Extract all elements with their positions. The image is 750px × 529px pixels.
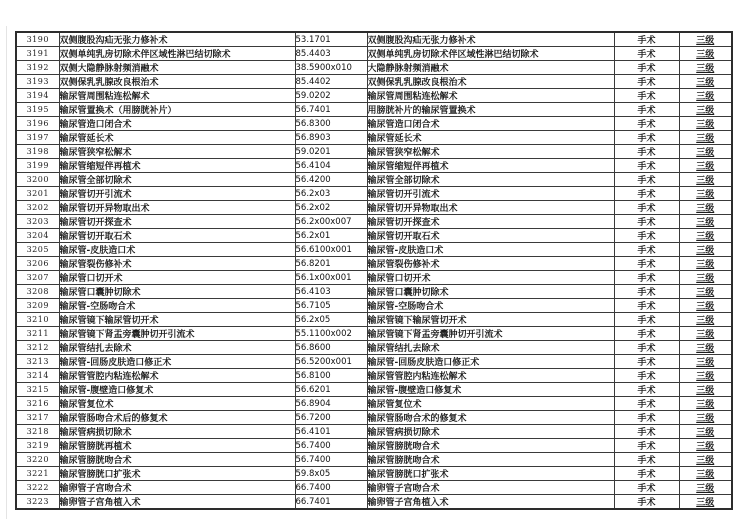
level-cell xyxy=(679,187,732,201)
procedure-code-cell: 56.8903 xyxy=(295,131,367,145)
row-number-cell: 3209 xyxy=(16,299,59,313)
category-cell: 手术 xyxy=(614,439,679,453)
level-text: 三级 xyxy=(696,120,715,130)
standard-name-cell: 输尿管缩短伴再植术 xyxy=(367,159,614,173)
category-cell: 手术 xyxy=(614,299,679,313)
category-cell: 手术 xyxy=(614,369,679,383)
standard-name-cell: 输尿管切开异物取出术 xyxy=(367,201,614,215)
standard-name-cell: 输尿管周围粘连松解术 xyxy=(367,89,614,103)
level-cell xyxy=(679,61,732,75)
level-text: 三级 xyxy=(696,204,715,214)
procedure-name-cell: 输尿管延长术 xyxy=(59,131,295,145)
page-scan-edge xyxy=(6,26,7,519)
category-cell: 手术 xyxy=(614,411,679,425)
table-row xyxy=(16,215,732,229)
procedure-code-cell: 56.8201 xyxy=(295,257,367,271)
level-cell xyxy=(679,439,732,453)
procedure-code-cell: 66.7401 xyxy=(295,495,367,510)
level-cell xyxy=(679,257,732,271)
level-text: 三级 xyxy=(696,260,715,270)
procedure-code-cell: 56.4103 xyxy=(295,285,367,299)
procedure-name-cell: 输尿管病损切除术 xyxy=(59,425,295,439)
level-text: 三级 xyxy=(696,302,715,312)
level-cell xyxy=(679,425,732,439)
level-text: 三级 xyxy=(696,484,715,494)
row-number-cell: 3198 xyxy=(16,145,59,159)
procedure-name-cell: 双侧腹股沟疝无张力修补术 xyxy=(59,32,295,47)
procedure-code-cell: 56.7400 xyxy=(295,439,367,453)
level-text: 三级 xyxy=(696,176,715,186)
level-cell xyxy=(679,145,732,159)
standard-name-cell: 输卵管子宫角植入术 xyxy=(367,495,614,510)
standard-name-cell: 输尿管口囊肿切除术 xyxy=(367,285,614,299)
category-cell: 手术 xyxy=(614,145,679,159)
table-row xyxy=(16,103,732,117)
category-cell: 手术 xyxy=(614,187,679,201)
procedure-name-cell: 输尿管-空肠吻合术 xyxy=(59,299,295,313)
procedure-code-cell: 59.0202 xyxy=(295,89,367,103)
level-cell xyxy=(679,467,732,481)
category-cell: 手术 xyxy=(614,201,679,215)
level-text: 三级 xyxy=(696,64,715,74)
procedure-name-cell: 输尿管结扎去除术 xyxy=(59,341,295,355)
row-number-cell: 3221 xyxy=(16,467,59,481)
standard-name-cell: 输尿管镜下输尿管切开术 xyxy=(367,313,614,327)
table-row xyxy=(16,159,732,173)
level-text: 三级 xyxy=(696,162,715,172)
table-row xyxy=(16,47,732,61)
procedure-name-cell: 输尿管切开异物取出术 xyxy=(59,201,295,215)
level-text: 三级 xyxy=(696,246,715,256)
table-row xyxy=(16,397,732,411)
category-cell: 手术 xyxy=(614,467,679,481)
procedure-code-cell: 59.8x05 xyxy=(295,467,367,481)
standard-name-cell: 输尿管造口闭合术 xyxy=(367,117,614,131)
procedure-code-cell: 56.8100 xyxy=(295,369,367,383)
procedure-name-cell: 输尿管狭窄松解术 xyxy=(59,145,295,159)
table-row xyxy=(16,495,732,510)
table-row xyxy=(16,173,732,187)
table-row xyxy=(16,481,732,495)
procedure-name-cell: 输尿管-腹壁造口修复术 xyxy=(59,383,295,397)
row-number-cell: 3213 xyxy=(16,355,59,369)
procedure-code-cell: 56.2x00x007 xyxy=(295,215,367,229)
standard-name-cell: 输卵管子宫吻合术 xyxy=(367,481,614,495)
standard-name-cell: 输尿管切开引流术 xyxy=(367,187,614,201)
level-text: 三级 xyxy=(696,498,715,508)
row-number-cell: 3214 xyxy=(16,369,59,383)
procedure-code-cell: 66.7400 xyxy=(295,481,367,495)
standard-name-cell: 双侧保乳乳腺改良根治术 xyxy=(367,75,614,89)
standard-name-cell: 输尿管-空肠吻合术 xyxy=(367,299,614,313)
table-row xyxy=(16,257,732,271)
level-text: 三级 xyxy=(696,78,715,88)
level-text: 三级 xyxy=(696,218,715,228)
level-text: 三级 xyxy=(696,50,715,60)
procedure-name-cell: 输尿管肠吻合术后的修复术 xyxy=(59,411,295,425)
level-cell xyxy=(679,271,732,285)
category-cell: 手术 xyxy=(614,159,679,173)
standard-name-cell: 输尿管膀胱口扩张术 xyxy=(367,467,614,481)
row-number-cell: 3210 xyxy=(16,313,59,327)
level-cell xyxy=(679,299,732,313)
category-cell: 手术 xyxy=(614,103,679,117)
category-cell: 手术 xyxy=(614,313,679,327)
standard-name-cell: 输尿管-回肠皮肤造口修正术 xyxy=(367,355,614,369)
row-number-cell: 3223 xyxy=(16,495,59,510)
row-number-cell: 3199 xyxy=(16,159,59,173)
level-text: 三级 xyxy=(696,330,715,340)
procedure-code-cell: 56.6100x001 xyxy=(295,243,367,257)
row-number-cell: 3212 xyxy=(16,341,59,355)
level-text: 三级 xyxy=(696,148,715,158)
table-row xyxy=(16,327,732,341)
procedure-code-cell: 56.6201 xyxy=(295,383,367,397)
level-cell xyxy=(679,355,732,369)
row-number-cell: 3211 xyxy=(16,327,59,341)
table-row xyxy=(16,439,732,453)
procedure-name-cell: 输尿管膀胱口扩张术 xyxy=(59,467,295,481)
level-text: 三级 xyxy=(696,288,715,298)
level-cell xyxy=(679,341,732,355)
category-cell: 手术 xyxy=(614,425,679,439)
procedure-name-cell: 双侧大隐静脉射频消融术 xyxy=(59,61,295,75)
standard-name-cell: 输尿管-腹壁造口修复术 xyxy=(367,383,614,397)
table-row xyxy=(16,187,732,201)
row-number-cell: 3217 xyxy=(16,411,59,425)
procedure-name-cell: 输尿管置换术（用膀胱补片） xyxy=(59,103,295,117)
level-cell xyxy=(679,481,732,495)
procedure-code-cell: 56.2x01 xyxy=(295,229,367,243)
row-number-cell: 3195 xyxy=(16,103,59,117)
standard-name-cell: 输尿管-皮肤造口术 xyxy=(367,243,614,257)
level-cell xyxy=(679,75,732,89)
procedure-name-cell: 输尿管切开引流术 xyxy=(59,187,295,201)
table-row xyxy=(16,355,732,369)
table-row xyxy=(16,383,732,397)
procedure-name-cell: 输尿管复位术 xyxy=(59,397,295,411)
row-number-cell: 3194 xyxy=(16,89,59,103)
level-text: 三级 xyxy=(696,372,715,382)
category-cell: 手术 xyxy=(614,355,679,369)
procedure-code-cell: 56.8600 xyxy=(295,341,367,355)
standard-name-cell: 输尿管镜下肾盂旁囊肿切开引流术 xyxy=(367,327,614,341)
category-cell: 手术 xyxy=(614,285,679,299)
level-cell xyxy=(679,89,732,103)
procedure-code-cell: 56.7105 xyxy=(295,299,367,313)
table-row xyxy=(16,75,732,89)
standard-name-cell: 输尿管病损切除术 xyxy=(367,425,614,439)
row-number-cell: 3197 xyxy=(16,131,59,145)
row-number-cell: 3192 xyxy=(16,61,59,75)
procedure-name-cell: 输尿管口囊肿切除术 xyxy=(59,285,295,299)
procedure-name-cell: 输尿管造口闭合术 xyxy=(59,117,295,131)
category-cell: 手术 xyxy=(614,495,679,510)
row-number-cell: 3201 xyxy=(16,187,59,201)
procedure-code-cell: 53.1701 xyxy=(295,32,367,47)
level-text: 三级 xyxy=(696,92,715,102)
table-row xyxy=(16,131,732,145)
procedure-code-cell: 85.4403 xyxy=(295,47,367,61)
standard-name-cell: 输尿管膀胱吻合术 xyxy=(367,439,614,453)
level-cell xyxy=(679,131,732,145)
table-row xyxy=(16,145,732,159)
level-cell xyxy=(679,313,732,327)
category-cell: 手术 xyxy=(614,383,679,397)
level-cell xyxy=(679,327,732,341)
level-text: 三级 xyxy=(696,36,715,46)
category-cell: 手术 xyxy=(614,131,679,145)
row-number-cell: 3222 xyxy=(16,481,59,495)
level-text: 三级 xyxy=(696,428,715,438)
level-text: 三级 xyxy=(696,134,715,144)
level-text: 三级 xyxy=(696,316,715,326)
procedure-name-cell: 输尿管-回肠皮肤造口修正术 xyxy=(59,355,295,369)
level-cell xyxy=(679,397,732,411)
row-number-cell: 3196 xyxy=(16,117,59,131)
standard-name-cell: 输尿管复位术 xyxy=(367,397,614,411)
table-row xyxy=(16,61,732,75)
category-cell: 手术 xyxy=(614,117,679,131)
category-cell: 手术 xyxy=(614,271,679,285)
level-text: 三级 xyxy=(696,386,715,396)
procedure-name-cell: 双侧保乳乳腺改良根治术 xyxy=(59,75,295,89)
level-text: 三级 xyxy=(696,456,715,466)
standard-name-cell: 大隐静脉射频消融术 xyxy=(367,61,614,75)
category-cell: 手术 xyxy=(614,47,679,61)
standard-name-cell: 输尿管膀胱吻合术 xyxy=(367,453,614,467)
category-cell: 手术 xyxy=(614,89,679,103)
procedure-code-cell: 85.4402 xyxy=(295,75,367,89)
row-number-cell: 3220 xyxy=(16,453,59,467)
procedure-name-cell: 输尿管膀胱吻合术 xyxy=(59,453,295,467)
table-row xyxy=(16,229,732,243)
standard-name-cell: 输尿管口切开术 xyxy=(367,271,614,285)
standard-name-cell: 输尿管肠吻合术的修复术 xyxy=(367,411,614,425)
level-text: 三级 xyxy=(696,274,715,284)
procedure-code-cell: 56.2x03 xyxy=(295,187,367,201)
level-cell xyxy=(679,159,732,173)
level-cell xyxy=(679,285,732,299)
procedure-name-cell: 输尿管膀胱再植术 xyxy=(59,439,295,453)
row-number-cell: 3215 xyxy=(16,383,59,397)
procedure-name-cell: 输尿管裂伤修补术 xyxy=(59,257,295,271)
table-row xyxy=(16,117,732,131)
procedure-name-cell: 输尿管全部切除术 xyxy=(59,173,295,187)
procedure-code-cell: 56.5200x001 xyxy=(295,355,367,369)
table-row xyxy=(16,453,732,467)
level-cell xyxy=(679,243,732,257)
row-number-cell: 3205 xyxy=(16,243,59,257)
standard-name-cell: 输尿管狭窄松解术 xyxy=(367,145,614,159)
category-cell: 手术 xyxy=(614,257,679,271)
table-row xyxy=(16,243,732,257)
row-number-cell: 3193 xyxy=(16,75,59,89)
category-cell: 手术 xyxy=(614,327,679,341)
table-row xyxy=(16,271,732,285)
procedure-code-cell: 59.0201 xyxy=(295,145,367,159)
table-row xyxy=(16,201,732,215)
procedure-table xyxy=(15,31,733,510)
procedure-name-cell: 输尿管口切开术 xyxy=(59,271,295,285)
table-row xyxy=(16,467,732,481)
category-cell: 手术 xyxy=(614,75,679,89)
level-text: 三级 xyxy=(696,232,715,242)
procedure-code-cell: 56.7400 xyxy=(295,453,367,467)
level-text: 三级 xyxy=(696,190,715,200)
level-text: 三级 xyxy=(696,358,715,368)
table-row xyxy=(16,341,732,355)
procedure-code-cell: 55.1100x002 xyxy=(295,327,367,341)
procedure-name-cell: 输尿管切开探查术 xyxy=(59,215,295,229)
row-number-cell: 3190 xyxy=(16,32,59,47)
standard-name-cell: 输尿管裂伤修补术 xyxy=(367,257,614,271)
category-cell: 手术 xyxy=(614,341,679,355)
row-number-cell: 3208 xyxy=(16,285,59,299)
table-row xyxy=(16,32,732,47)
procedure-code-cell: 56.8904 xyxy=(295,397,367,411)
standard-name-cell: 输尿管延长术 xyxy=(367,131,614,145)
category-cell: 手术 xyxy=(614,32,679,47)
level-cell xyxy=(679,47,732,61)
procedure-code-cell: 56.4104 xyxy=(295,159,367,173)
standard-name-cell: 输尿管切开探查术 xyxy=(367,215,614,229)
table-row xyxy=(16,285,732,299)
table-row xyxy=(16,299,732,313)
standard-name-cell: 双侧单纯乳房切除术伴区域性淋巴结切除术 xyxy=(367,47,614,61)
level-text: 三级 xyxy=(696,470,715,480)
row-number-cell: 3206 xyxy=(16,257,59,271)
category-cell: 手术 xyxy=(614,397,679,411)
procedure-code-cell: 56.2x02 xyxy=(295,201,367,215)
procedure-name-cell: 输卵管子宫角植入术 xyxy=(59,495,295,510)
level-cell xyxy=(679,383,732,397)
procedure-name-cell: 输尿管管腔内粘连松解术 xyxy=(59,369,295,383)
standard-name-cell: 输尿管管腔内粘连松解术 xyxy=(367,369,614,383)
category-cell: 手术 xyxy=(614,229,679,243)
category-cell: 手术 xyxy=(614,243,679,257)
row-number-cell: 3218 xyxy=(16,425,59,439)
table-row xyxy=(16,369,732,383)
procedure-code-cell: 56.7401 xyxy=(295,103,367,117)
row-number-cell: 3200 xyxy=(16,173,59,187)
procedure-name-cell: 输尿管切开取石术 xyxy=(59,229,295,243)
level-cell xyxy=(679,32,732,47)
procedure-code-cell: 56.4101 xyxy=(295,425,367,439)
level-cell xyxy=(679,453,732,467)
row-number-cell: 3191 xyxy=(16,47,59,61)
standard-name-cell: 输尿管切开取石术 xyxy=(367,229,614,243)
standard-name-cell: 用膀胱补片的输尿管置换术 xyxy=(367,103,614,117)
row-number-cell: 3202 xyxy=(16,201,59,215)
procedure-code-cell: 56.1x00x001 xyxy=(295,271,367,285)
category-cell: 手术 xyxy=(614,453,679,467)
table-row xyxy=(16,411,732,425)
procedure-name-cell: 输尿管缩短伴再植术 xyxy=(59,159,295,173)
row-number-cell: 3203 xyxy=(16,215,59,229)
level-text: 三级 xyxy=(696,414,715,424)
category-cell: 手术 xyxy=(614,481,679,495)
procedure-code-cell: 56.4200 xyxy=(295,173,367,187)
level-cell xyxy=(679,411,732,425)
level-text: 三级 xyxy=(696,106,715,116)
procedure-code-cell: 56.2x05 xyxy=(295,313,367,327)
level-cell xyxy=(679,201,732,215)
category-cell: 手术 xyxy=(614,173,679,187)
level-text: 三级 xyxy=(696,400,715,410)
table-row xyxy=(16,89,732,103)
level-text: 三级 xyxy=(696,442,715,452)
row-number-cell: 3216 xyxy=(16,397,59,411)
category-cell: 手术 xyxy=(614,61,679,75)
level-cell xyxy=(679,173,732,187)
procedure-name-cell: 输尿管-皮肤造口术 xyxy=(59,243,295,257)
level-cell xyxy=(679,229,732,243)
level-cell xyxy=(679,103,732,117)
procedure-name-cell: 输尿管周围粘连松解术 xyxy=(59,89,295,103)
procedure-name-cell: 输尿管镜下肾盂旁囊肿切开引流术 xyxy=(59,327,295,341)
row-number-cell: 3219 xyxy=(16,439,59,453)
procedure-name-cell: 输卵管子宫吻合术 xyxy=(59,481,295,495)
procedure-name-cell: 输尿管镜下输尿管切开术 xyxy=(59,313,295,327)
standard-name-cell: 输尿管结扎去除术 xyxy=(367,341,614,355)
row-number-cell: 3207 xyxy=(16,271,59,285)
table-body xyxy=(16,32,732,509)
level-cell xyxy=(679,369,732,383)
table-row xyxy=(16,313,732,327)
procedure-name-cell: 双侧单纯乳房切除术伴区域性淋巴结切除术 xyxy=(59,47,295,61)
category-cell: 手术 xyxy=(614,215,679,229)
row-number-cell: 3204 xyxy=(16,229,59,243)
procedure-code-cell: 38.5900x010 xyxy=(295,61,367,75)
table-row xyxy=(16,425,732,439)
standard-name-cell: 双侧腹股沟疝无张力修补术 xyxy=(367,32,614,47)
level-cell xyxy=(679,117,732,131)
procedure-code-cell: 56.7200 xyxy=(295,411,367,425)
level-cell xyxy=(679,215,732,229)
level-text: 三级 xyxy=(696,344,715,354)
level-cell xyxy=(679,495,732,510)
standard-name-cell: 输尿管全部切除术 xyxy=(367,173,614,187)
procedure-code-cell: 56.8300 xyxy=(295,117,367,131)
